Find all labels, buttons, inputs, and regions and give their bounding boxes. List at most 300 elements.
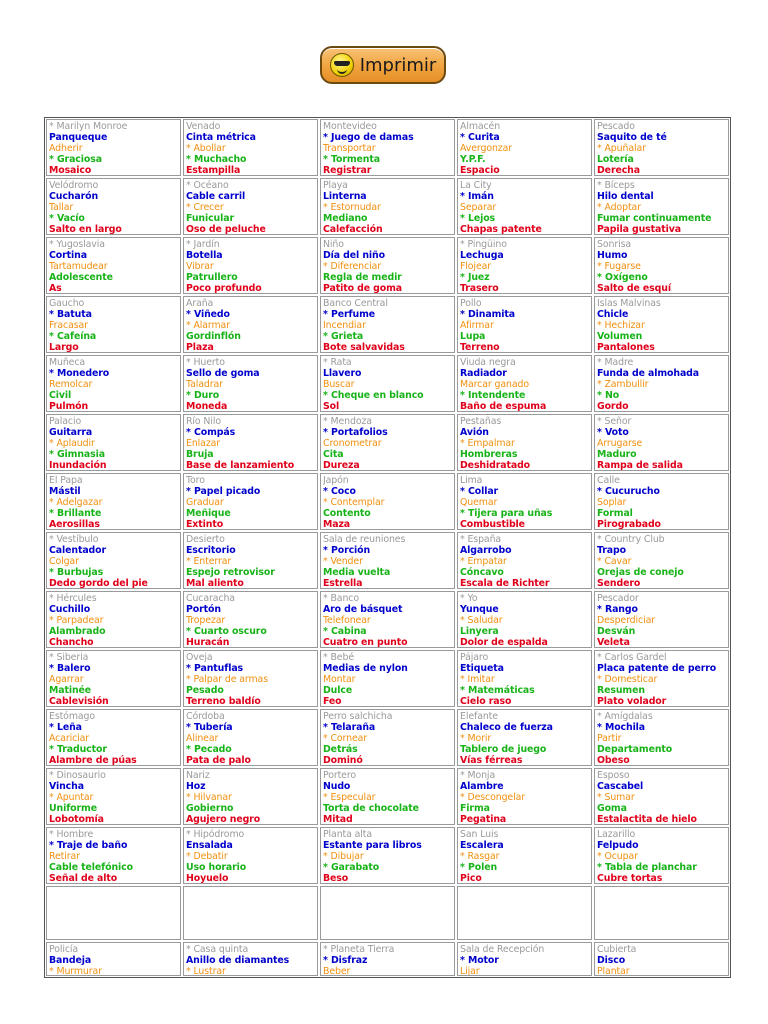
word-card xyxy=(46,178,181,235)
word-card xyxy=(320,650,455,707)
card-title: Nariz xyxy=(186,770,210,781)
card-word-3: * Graciosa xyxy=(49,154,102,165)
card-word-4: Estampilla xyxy=(186,165,241,176)
card-word-4: Espacio xyxy=(460,165,500,176)
word-card xyxy=(594,591,729,648)
card-title: Estómago xyxy=(49,711,95,722)
card-word-4: Estrella xyxy=(323,578,363,589)
card-word-3: * Pecado xyxy=(186,744,232,755)
card-word-3: * Matemáticas xyxy=(460,685,535,696)
card-word-4: Terreno xyxy=(460,342,500,353)
card-word-2: Transportar xyxy=(323,143,376,154)
card-word-1: Lechuga xyxy=(460,250,504,261)
word-card xyxy=(183,827,318,884)
card-word-2: * Domesticar xyxy=(597,674,658,685)
card-word-2: Retirar xyxy=(49,851,80,862)
card-word-3: Resumen xyxy=(597,685,645,696)
grid-row xyxy=(45,941,730,977)
word-card xyxy=(183,768,318,825)
word-card xyxy=(46,119,181,176)
card-word-2: Alinear xyxy=(186,733,219,744)
card-title: * Señor xyxy=(597,416,632,427)
word-card xyxy=(183,709,318,766)
card-word-1: Humo xyxy=(597,250,628,261)
card-word-2: Vibrar xyxy=(186,261,214,272)
card-word-1: * Leña xyxy=(49,722,82,733)
card-word-1: Ensalada xyxy=(186,840,233,851)
word-card xyxy=(594,650,729,707)
word-card xyxy=(183,414,318,471)
card-title: El Papa xyxy=(49,475,83,486)
card-word-2: Tallar xyxy=(49,202,74,213)
card-title: Cubierta xyxy=(597,944,637,955)
card-word-1: Cable carril xyxy=(186,191,246,202)
grid-row xyxy=(45,708,730,767)
card-word-3: Desván xyxy=(597,626,636,637)
card-title: Pescado xyxy=(597,121,635,132)
card-word-2: * Dibujar xyxy=(323,851,364,862)
word-card xyxy=(183,473,318,530)
card-word-3: * Vacío xyxy=(49,213,85,224)
word-card xyxy=(183,355,318,412)
card-title: * Country Club xyxy=(597,534,665,545)
card-title: Planta alta xyxy=(323,829,373,840)
card-word-4: Pico xyxy=(460,873,482,884)
card-word-2: Colgar xyxy=(49,556,79,567)
card-word-2: Graduar xyxy=(186,497,224,508)
card-word-1: Vincha xyxy=(49,781,84,792)
card-word-3: * Tabla de planchar xyxy=(597,862,697,873)
word-card xyxy=(183,178,318,235)
card-word-4: Cubre tortas xyxy=(597,873,663,884)
card-word-1: * Portafolios xyxy=(323,427,388,438)
card-word-1: * Imán xyxy=(460,191,494,202)
card-title: * Amígdalas xyxy=(597,711,653,722)
card-word-3: Adolescente xyxy=(49,272,113,283)
card-title: * Huerto xyxy=(186,357,225,368)
card-word-3: Y.P.F. xyxy=(460,154,486,165)
card-title: Sala de Recepción xyxy=(460,944,545,955)
card-word-3: Tablero de juego xyxy=(460,744,547,755)
grid-row xyxy=(45,826,730,885)
card-word-4: Baño de espuma xyxy=(460,401,547,412)
card-word-2: Acariciar xyxy=(49,733,90,744)
card-word-1: Escritorio xyxy=(186,545,236,556)
card-title: Araña xyxy=(186,298,214,309)
card-word-1: Cascabel xyxy=(597,781,644,792)
word-card xyxy=(46,473,181,530)
word-card xyxy=(320,119,455,176)
card-word-3: Torta de chocolate xyxy=(323,803,419,814)
card-title: * Bebé xyxy=(323,652,354,663)
card-word-4: Mitad xyxy=(323,814,353,825)
card-word-3: Uniforme xyxy=(49,803,97,814)
card-word-2: * Saludar xyxy=(460,615,503,626)
card-title: * Hércules xyxy=(49,593,97,604)
word-card xyxy=(594,768,729,825)
word-card xyxy=(46,768,181,825)
card-word-3: * Garabato xyxy=(323,862,380,873)
card-title: * España xyxy=(460,534,502,545)
card-word-4: Hoyuelo xyxy=(186,873,229,884)
card-title: San Luis xyxy=(460,829,499,840)
card-word-3: Fumar continuamente xyxy=(597,213,712,224)
card-word-2: Lijar xyxy=(460,966,480,976)
card-word-3: * Cheque en blanco xyxy=(323,390,424,401)
card-title: * Madre xyxy=(597,357,634,368)
card-word-2: Beber xyxy=(323,966,351,976)
word-card xyxy=(594,886,729,940)
card-word-3: Bruja xyxy=(186,449,214,460)
word-card xyxy=(457,237,592,294)
card-word-4: Bote salvavidas xyxy=(323,342,405,353)
card-word-1: * Coco xyxy=(323,486,356,497)
card-word-4: Pirograbado xyxy=(597,519,661,530)
word-card xyxy=(320,886,455,940)
card-title: * Banco xyxy=(323,593,359,604)
card-word-4: Mal aliento xyxy=(186,578,244,589)
card-word-2: * Contemplar xyxy=(323,497,385,508)
word-card xyxy=(320,237,455,294)
card-word-4: Inundación xyxy=(49,460,107,471)
card-title: Policía xyxy=(49,944,79,955)
word-card xyxy=(46,650,181,707)
card-word-3: * Traductor xyxy=(49,744,107,755)
card-word-1: * Rango xyxy=(597,604,638,615)
card-word-4: Largo xyxy=(49,342,79,353)
card-word-2: * Apuntar xyxy=(49,792,94,803)
card-word-3: * Tormenta xyxy=(323,154,380,165)
card-word-4: Trasero xyxy=(460,283,499,294)
card-word-3: Volumen xyxy=(597,331,643,342)
card-title: Sonrisa xyxy=(597,239,632,250)
card-word-4: Pantalones xyxy=(597,342,655,353)
card-word-3: Meñique xyxy=(186,508,231,519)
word-grid xyxy=(44,117,731,978)
card-word-2: * Murmurar xyxy=(49,966,102,976)
word-card xyxy=(457,414,592,471)
card-word-2: Marcar ganado xyxy=(460,379,529,390)
card-word-1: Portón xyxy=(186,604,221,615)
card-word-1: Alambre xyxy=(460,781,504,792)
word-card xyxy=(183,886,318,940)
word-card xyxy=(594,178,729,235)
card-word-3: * Muchacho xyxy=(186,154,247,165)
card-title: * Bíceps xyxy=(597,180,635,191)
card-word-3: * No xyxy=(597,390,620,401)
card-word-3: Linyera xyxy=(460,626,499,637)
card-word-1: * Dinamita xyxy=(460,309,515,320)
card-word-2: * Alarmar xyxy=(186,320,230,331)
card-word-2: * Adoptar xyxy=(597,202,641,213)
card-title: Toro xyxy=(186,475,205,486)
card-word-1: Día del niño xyxy=(323,250,385,261)
card-word-4: Gordo xyxy=(597,401,629,412)
card-word-3: Pesado xyxy=(186,685,224,696)
card-word-1: * Telaraña xyxy=(323,722,376,733)
card-word-1: Cucharón xyxy=(49,191,99,202)
word-card xyxy=(183,237,318,294)
card-title: Viuda negra xyxy=(460,357,516,368)
card-word-3: Cóncavo xyxy=(460,567,504,578)
grid-row xyxy=(45,236,730,295)
word-card xyxy=(457,768,592,825)
card-word-3: Detrás xyxy=(323,744,358,755)
card-word-1: Linterna xyxy=(323,191,367,202)
card-word-1: * Viñedo xyxy=(186,309,230,320)
word-card xyxy=(320,178,455,235)
word-card xyxy=(457,827,592,884)
card-word-2: * Parpadear xyxy=(49,615,104,626)
card-title: Gaucho xyxy=(49,298,85,309)
grid-row xyxy=(45,413,730,472)
card-word-4: Rampa de salida xyxy=(597,460,683,471)
card-word-1: Medias de nylon xyxy=(323,663,408,674)
card-title: Lazarillo xyxy=(597,829,636,840)
card-word-4: Papila gustativa xyxy=(597,224,681,235)
word-card xyxy=(594,355,729,412)
card-word-1: Chaleco de fuerza xyxy=(460,722,553,733)
card-word-3: Hombreras xyxy=(460,449,518,460)
card-word-4: Derecha xyxy=(597,165,640,176)
card-word-3: Regla de medir xyxy=(323,272,402,283)
card-word-1: * Mochila xyxy=(597,722,646,733)
card-word-1: Funda de almohada xyxy=(597,368,700,379)
card-title: * Hombre xyxy=(49,829,94,840)
card-title: Esposo xyxy=(597,770,630,781)
card-word-2: * Morir xyxy=(460,733,492,744)
word-card xyxy=(320,414,455,471)
card-word-1: Llavero xyxy=(323,368,362,379)
card-title: Almacén xyxy=(460,121,501,132)
card-word-4: Patito de goma xyxy=(323,283,403,294)
card-word-1: Guitarra xyxy=(49,427,93,438)
word-card xyxy=(46,709,181,766)
word-card xyxy=(457,119,592,176)
card-word-2: * Empalmar xyxy=(460,438,515,449)
card-word-1: * Compás xyxy=(186,427,236,438)
card-title: Pollo xyxy=(460,298,482,309)
card-word-1: * Monedero xyxy=(49,368,110,379)
card-word-3: Departamento xyxy=(597,744,673,755)
card-word-2: * Cavar xyxy=(597,556,632,567)
word-card xyxy=(457,591,592,648)
card-word-3: * Gimnasia xyxy=(49,449,105,460)
card-title: * Vestíbulo xyxy=(49,534,99,545)
card-word-3: * Lejos xyxy=(460,213,496,224)
word-card xyxy=(46,532,181,589)
card-word-3: Orejas de conejo xyxy=(597,567,684,578)
card-word-2: Incendiar xyxy=(323,320,366,331)
card-word-3: Espejo retrovisor xyxy=(186,567,275,578)
word-card xyxy=(594,827,729,884)
card-word-3: Firma xyxy=(460,803,490,814)
card-word-1: * Batuta xyxy=(49,309,92,320)
card-title: Montevideo xyxy=(323,121,377,132)
card-word-4: Terreno baldío xyxy=(186,696,261,707)
card-word-3: Cable telefónico xyxy=(49,862,133,873)
word-card xyxy=(320,296,455,353)
word-card xyxy=(594,532,729,589)
card-title: * Mendoza xyxy=(323,416,372,427)
card-word-1: Hilo dental xyxy=(597,191,654,202)
card-word-2: Montar xyxy=(323,674,356,685)
card-word-4: Pegatina xyxy=(460,814,507,825)
card-word-1: Algarrobo xyxy=(460,545,512,556)
grid-row xyxy=(45,118,730,177)
card-word-1: Disco xyxy=(597,955,626,966)
word-card xyxy=(457,473,592,530)
card-word-4: Veleta xyxy=(597,637,630,648)
card-title: Banco Central xyxy=(323,298,388,309)
card-title: * Marilyn Monroe xyxy=(49,121,128,132)
word-card xyxy=(457,650,592,707)
card-word-3: Patrullero xyxy=(186,272,238,283)
card-word-3: Lotería xyxy=(597,154,634,165)
card-word-4: Aerosillas xyxy=(49,519,100,530)
card-title: Palacio xyxy=(49,416,82,427)
word-card xyxy=(46,886,181,940)
card-word-2: * Hilvanar xyxy=(186,792,232,803)
card-word-2: Avergonzar xyxy=(460,143,513,154)
card-word-4: Plato volador xyxy=(597,696,667,707)
card-word-2: Separar xyxy=(460,202,497,213)
card-word-2: * Hechizar xyxy=(597,320,645,331)
card-word-2: Buscar xyxy=(323,379,355,390)
card-title: Muñeca xyxy=(49,357,86,368)
card-word-1: Escalera xyxy=(460,840,504,851)
card-word-1: Anillo de diamantes xyxy=(186,955,290,966)
card-word-1: Avión xyxy=(460,427,489,438)
card-word-1: Botella xyxy=(186,250,223,261)
card-word-3: * Brillante xyxy=(49,508,102,519)
card-title: Lima xyxy=(460,475,483,486)
card-word-3: * Cuarto oscuro xyxy=(186,626,267,637)
card-word-4: Chancho xyxy=(49,637,94,648)
card-word-2: * Abollar xyxy=(186,143,226,154)
card-word-2: * Apuñalar xyxy=(597,143,646,154)
card-word-3: Goma xyxy=(597,803,627,814)
word-card xyxy=(46,942,181,976)
card-word-3: Formal xyxy=(597,508,633,519)
card-word-4: Feo xyxy=(323,696,342,707)
card-word-2: * Especular xyxy=(323,792,376,803)
card-word-4: Moneda xyxy=(186,401,228,412)
card-title: * Casa quinta xyxy=(186,944,249,955)
card-word-3: Maduro xyxy=(597,449,637,460)
card-title: * Rata xyxy=(323,357,352,368)
card-word-4: Mosaico xyxy=(49,165,92,176)
card-word-2: Tartamudear xyxy=(49,261,108,272)
word-card xyxy=(594,942,729,976)
word-card xyxy=(183,942,318,976)
card-word-1: * Cucurucho xyxy=(597,486,660,497)
word-card xyxy=(183,296,318,353)
card-word-3: * Tijera para uñas xyxy=(460,508,553,519)
card-word-2: * Debatir xyxy=(186,851,228,862)
card-word-2: Afirmar xyxy=(460,320,494,331)
card-title: * Yo xyxy=(460,593,478,604)
card-title: Oveja xyxy=(186,652,213,663)
word-card xyxy=(457,296,592,353)
card-word-4: Extinto xyxy=(186,519,224,530)
card-word-4: Calefacción xyxy=(323,224,383,235)
card-word-2: * Cornear xyxy=(323,733,368,744)
card-word-1: Hoz xyxy=(186,781,206,792)
card-word-2: * Imitar xyxy=(460,674,495,685)
card-title: Niño xyxy=(323,239,344,250)
card-word-3: Funicular xyxy=(186,213,234,224)
card-word-1: Radiador xyxy=(460,368,507,379)
card-word-2: Partir xyxy=(597,733,622,744)
card-word-4: Cielo raso xyxy=(460,696,512,707)
print-button-label: Imprimir xyxy=(359,54,437,76)
card-word-4: Deshidratado xyxy=(460,460,531,471)
card-word-4: Base de lanzamiento xyxy=(186,460,295,471)
card-word-4: Salto de esquí xyxy=(597,283,671,294)
card-word-3: Contento xyxy=(323,508,371,519)
card-word-2: * Ocupar xyxy=(597,851,638,862)
card-word-3: * Duro xyxy=(186,390,220,401)
card-title: Pestañas xyxy=(460,416,502,427)
card-word-1: Felpudo xyxy=(597,840,639,851)
card-word-3: Uso horario xyxy=(186,862,247,873)
card-word-2: * Rasgar xyxy=(460,851,500,862)
card-word-1: Cortina xyxy=(49,250,87,261)
card-word-4: Pata de palo xyxy=(186,755,251,766)
card-title: * Planeta Tierra xyxy=(323,944,395,955)
card-word-2: Flojear xyxy=(460,261,492,272)
print-button[interactable] xyxy=(320,46,446,84)
card-word-1: Mástil xyxy=(49,486,81,497)
card-word-2: Fracasar xyxy=(49,320,88,331)
card-word-1: Saquito de té xyxy=(597,132,667,143)
card-word-2: Telefonear xyxy=(323,615,371,626)
card-word-2: * Estornudar xyxy=(323,202,381,213)
word-card xyxy=(457,178,592,235)
card-word-4: Obeso xyxy=(597,755,630,766)
card-word-3: Gobierno xyxy=(186,803,234,814)
card-title: Desierto xyxy=(186,534,225,545)
grid-row xyxy=(45,885,730,941)
card-word-4: Escala de Richter xyxy=(460,578,550,589)
card-word-4: Chapas patente xyxy=(460,224,542,235)
card-word-2: * Empatar xyxy=(460,556,507,567)
word-card xyxy=(457,942,592,976)
card-word-2: * Sumar xyxy=(597,792,635,803)
word-card xyxy=(320,768,455,825)
card-word-1: * Collar xyxy=(460,486,499,497)
card-word-2: Enlazar xyxy=(186,438,221,449)
card-title: Calle xyxy=(597,475,620,486)
card-word-3: Dulce xyxy=(323,685,353,696)
card-word-4: Pulmón xyxy=(49,401,89,412)
card-word-2: * Diferenciar xyxy=(323,261,381,272)
card-word-3: * Burbujas xyxy=(49,567,104,578)
grid-row xyxy=(45,590,730,649)
word-card xyxy=(594,473,729,530)
card-word-3: Media vuelta xyxy=(323,567,391,578)
card-word-1: Sello de goma xyxy=(186,368,260,379)
card-word-2: Soplar xyxy=(597,497,627,508)
word-card xyxy=(320,827,455,884)
card-word-1: * Pantuflas xyxy=(186,663,244,674)
card-word-4: Dedo gordo del pie xyxy=(49,578,148,589)
card-word-2: Arrugarse xyxy=(597,438,643,449)
card-word-1: Panqueque xyxy=(49,132,108,143)
card-word-2: Cronometrar xyxy=(323,438,382,449)
card-word-4: Huracán xyxy=(186,637,230,648)
